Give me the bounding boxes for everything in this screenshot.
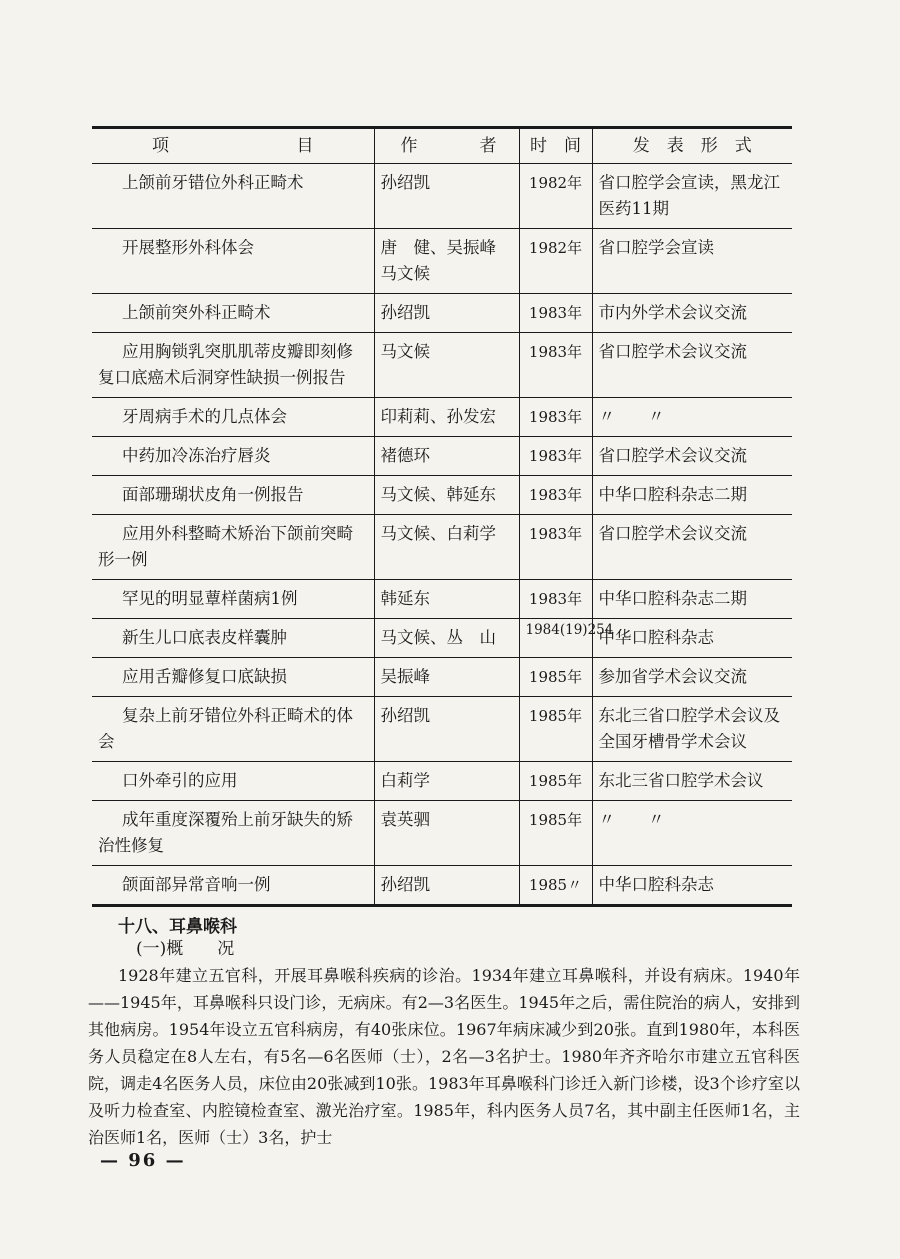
header-item-char-1: 项 xyxy=(152,136,169,156)
section-subheading: (一)概 况 xyxy=(136,939,235,959)
row-item: 应用舌瓣修复口底缺损 xyxy=(122,667,287,686)
table-row xyxy=(92,333,792,398)
row-year: 1982年 xyxy=(519,229,592,294)
row-author: 孙绍凯 xyxy=(374,164,519,229)
row-year: 1983年 xyxy=(519,333,592,398)
row-author: 孙绍凯 xyxy=(374,294,519,333)
table-row xyxy=(92,866,792,906)
table-row xyxy=(92,398,792,437)
row-form: 东北三省口腔学术会议及全国牙槽骨学术会议 xyxy=(592,697,792,762)
table-row xyxy=(92,229,792,294)
row-item: 上颌前牙错位外科正畸术 xyxy=(122,173,304,192)
row-item: 复杂上前牙错位外科正畸术的体会 xyxy=(98,706,353,751)
table-row xyxy=(92,801,792,866)
row-year: 1985年 xyxy=(519,801,592,866)
row-year: 1983年 xyxy=(519,294,592,333)
row-item: 罕见的明显蕈样菌病1例 xyxy=(122,589,298,608)
row-item: 中药加冷冻治疗唇炎 xyxy=(122,446,271,465)
header-author xyxy=(374,128,519,164)
row-author: 袁英驷 xyxy=(374,801,519,866)
table-row xyxy=(92,658,792,697)
table-row xyxy=(92,515,792,580)
page-number: — 96 — xyxy=(100,1150,186,1171)
row-form: 省口腔学术会议交流 xyxy=(592,333,792,398)
row-form: 中华口腔科杂志 xyxy=(592,866,792,906)
row-author: 韩延东 xyxy=(374,580,519,619)
row-author: 马文候 xyxy=(374,333,519,398)
header-form: 发 表 形 式 xyxy=(592,128,792,164)
row-item: 应用外科整畸术矫治下颌前突畸形一例 xyxy=(98,524,353,569)
row-year: 1985〃 xyxy=(519,866,592,906)
row-form: 参加省学术会议交流 xyxy=(592,658,792,697)
header-author-char-2: 者 xyxy=(479,136,497,156)
row-form: 东北三省口腔学术会议 xyxy=(592,762,792,801)
row-form: 〃 〃 xyxy=(592,398,792,437)
row-form: 中华口腔科杂志二期 xyxy=(592,580,792,619)
section-heading: 十八、耳鼻喉科 xyxy=(118,917,237,937)
row-author: 马文候、韩延东 xyxy=(374,476,519,515)
row-author: 印莉莉、孙发宏 xyxy=(374,398,519,437)
table-row xyxy=(92,164,792,229)
row-item: 口外牵引的应用 xyxy=(122,771,238,790)
row-form: 市内外学术会议交流 xyxy=(592,294,792,333)
row-item: 颌面部异常音响一例 xyxy=(122,875,271,894)
table-row xyxy=(92,294,792,333)
row-form: 中华口腔科杂志二期 xyxy=(592,476,792,515)
row-author: 褚德环 xyxy=(374,437,519,476)
row-form: 中华口腔科杂志 xyxy=(592,619,792,658)
row-author: 孙绍凯 xyxy=(374,866,519,906)
row-year: 1985年 xyxy=(519,658,592,697)
row-form: 省口腔学术会议交流 xyxy=(592,437,792,476)
row-year: 1983年 xyxy=(519,398,592,437)
row-item: 牙周病手术的几点体会 xyxy=(122,407,287,426)
row-item: 新生儿口底表皮样囊肿 xyxy=(122,628,287,647)
row-form: 省口腔学会宣读 xyxy=(592,229,792,294)
header-item xyxy=(92,128,374,164)
table-row xyxy=(92,619,792,658)
row-author: 孙绍凯 xyxy=(374,697,519,762)
row-author: 马文候、丛 山 xyxy=(374,619,519,658)
row-year: 1983年 xyxy=(519,515,592,580)
row-item: 上颌前突外科正畸术 xyxy=(122,303,271,322)
table-row xyxy=(92,697,792,762)
row-form: 省口腔学术会议交流 xyxy=(592,515,792,580)
row-item: 面部珊瑚状皮角一例报告 xyxy=(122,485,304,504)
row-year: 1983年 xyxy=(519,580,592,619)
row-year: 1982年 xyxy=(519,164,592,229)
row-form: 省口腔学会宣读，黑龙江医药11期 xyxy=(592,164,792,229)
row-item: 开展整形外科体会 xyxy=(122,238,254,257)
header-author-char-1: 作 xyxy=(400,136,418,156)
section-paragraph: 1928年建立五官科，开展耳鼻喉科疾病的诊治。1934年建立耳鼻喉科，并设有病床。1940年——1945年，耳鼻喉科只设门诊，无病床。有2—3名医生。1945年之后，需住院治的病人，安排到其他病房。1954年设立五官科病房，有40张床位。1967年病床减少到20张。直到1980年，本科医务人员稳定在8人左右，有5名—6名医师（士），2名—3名护士。1980年齐齐哈尔市建立五官科医院，调走4名医务人员，床位由20张减到10张。1983年耳鼻喉科门诊迁入新门诊楼，设3个诊疗室以及听力检查室、内腔镜检查室、激光治疗室。1985年，科内医务人员7名，其中副主任医师1名，主治医师1名，医师（士）3名，护士 xyxy=(88,966,800,1147)
row-item: 应用胸锁乳突肌肌蒂皮瓣即刻修复口底癌术后洞穿性缺损一例报告 xyxy=(98,342,353,387)
row-author: 唐 健、吴振峰 马文候 xyxy=(374,229,519,294)
table-row xyxy=(92,580,792,619)
row-author: 马文候、白莉学 xyxy=(374,515,519,580)
table-row xyxy=(92,762,792,801)
row-year: 1983年 xyxy=(519,437,592,476)
row-author: 白莉学 xyxy=(374,762,519,801)
publications-table xyxy=(92,126,792,907)
row-year: 1985年 xyxy=(519,697,592,762)
row-year: 1983年 xyxy=(519,476,592,515)
row-year: 1985年 xyxy=(519,762,592,801)
header-year: 时 间 xyxy=(519,128,592,164)
table-row xyxy=(92,476,792,515)
row-item: 成年重度深覆殆上前牙缺失的矫治性修复 xyxy=(98,810,353,855)
table-header-row xyxy=(92,128,792,164)
row-form: 〃 〃 xyxy=(592,801,792,866)
table-row xyxy=(92,437,792,476)
row-year: 1984(19)254 xyxy=(519,619,592,658)
header-item-char-2: 目 xyxy=(296,136,314,156)
row-author: 吴振峰 xyxy=(374,658,519,697)
